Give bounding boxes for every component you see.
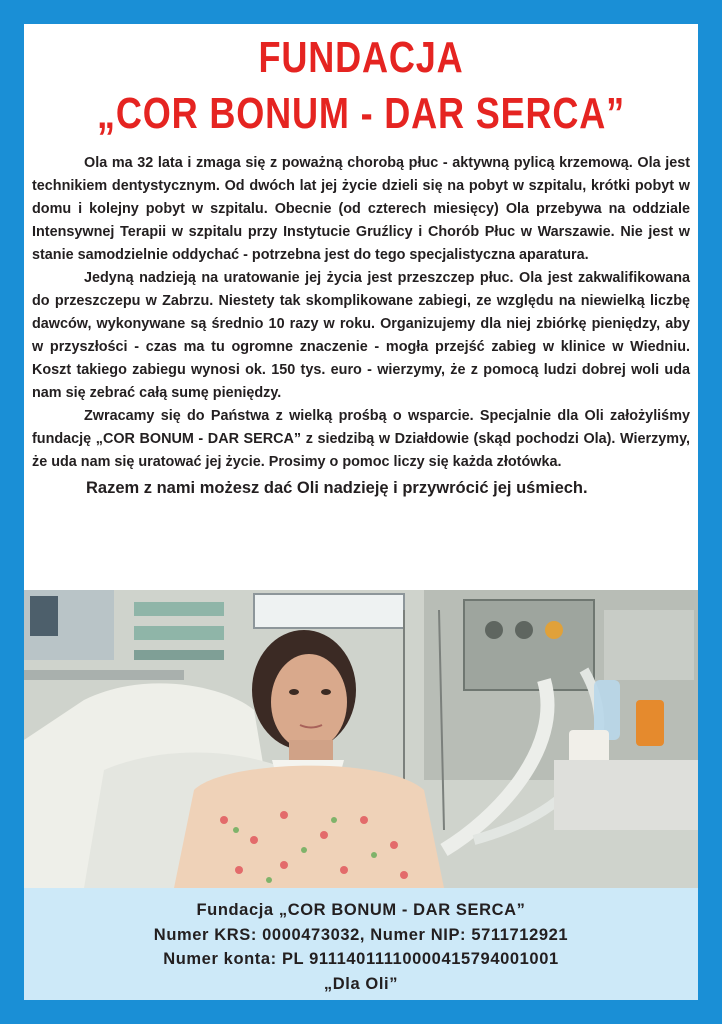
transfer-title: „Dla Oli” xyxy=(323,974,399,993)
paragraph-3: Zwracamy się do Państwa z wielką prośbą o wsparcie. Specjalnie dla Oli założyliśmy fundację „COR BONUM - DAR SERCA” z siedzibą w Działdowie (skąd pochodzi Ola). Wierzymy, że uda nam się uratować jej życie. Prosimy o pomoc liczy się każda złotówka. xyxy=(32,408,690,470)
appeal-text xyxy=(32,152,690,500)
flyer-sheet xyxy=(24,24,698,1000)
krs-nip-numbers: Numer KRS: 0000473032, Numer NIP: 5711712921 xyxy=(153,925,569,944)
call-to-action: Razem z nami możesz dać Oli nadzieję i przywrócić jej uśmiech. xyxy=(86,479,588,497)
foundation-details xyxy=(24,888,698,1000)
title-line-1: FUNDACJA xyxy=(258,33,464,82)
paragraph-1: Ola ma 32 lata i zmaga się z poważną chorobą płuc - aktywną pylicą krzemową. Ola jest technikiem dentystycznym. Od dwóch lat jej życie dzieli się na pobyt w szpitalu, krótki pobyt w domu i kolejny pobyt w szpitalu. Obecnie (od czterech miesięcy) Ola przebywa na oddziale Intensywnej Terapii w szpitalu przy Instytucie Gruźlicy i Chorób Płuc w Warszawie. Nie jest w stanie samodzielnie oddychać - potrzebna jest do tego specjalistyczna aparatura. xyxy=(32,155,690,263)
hospital-room-illustration xyxy=(24,590,698,888)
bank-account-number: Numer konta: PL 91114011110000415794001001 xyxy=(163,950,559,968)
title-line-2: „COR BONUM - DAR SERCA” xyxy=(96,89,625,138)
patient-photo xyxy=(24,590,698,888)
flyer-title xyxy=(85,30,638,142)
paragraph-2: Jedyną nadzieją na uratowanie jej życia jest przeszczep płuc. Ola jest zakwalifikowana do przeszczepu w Zabrzu. Niestety tak skomplikowane zabiegi, ze względu na niewielką liczbę dawców, wykonywane są średnio 10 razy w roku. Organizujemy dla niej zbiórkę pieniędzy, aby w przyszłości - czas ma tu ogromne znaczenie - mogła przejść zabieg w klinice w Wiedniu. Koszt takiego zabiegu wynosi ok. 150 tys. euro - wierzymy, że z pomocą ludzi dobrej woli uda nam się zebrać całą sumę pieniędzy. xyxy=(32,270,690,401)
foundation-name: Fundacja „COR BONUM - DAR SERCA” xyxy=(196,901,526,919)
